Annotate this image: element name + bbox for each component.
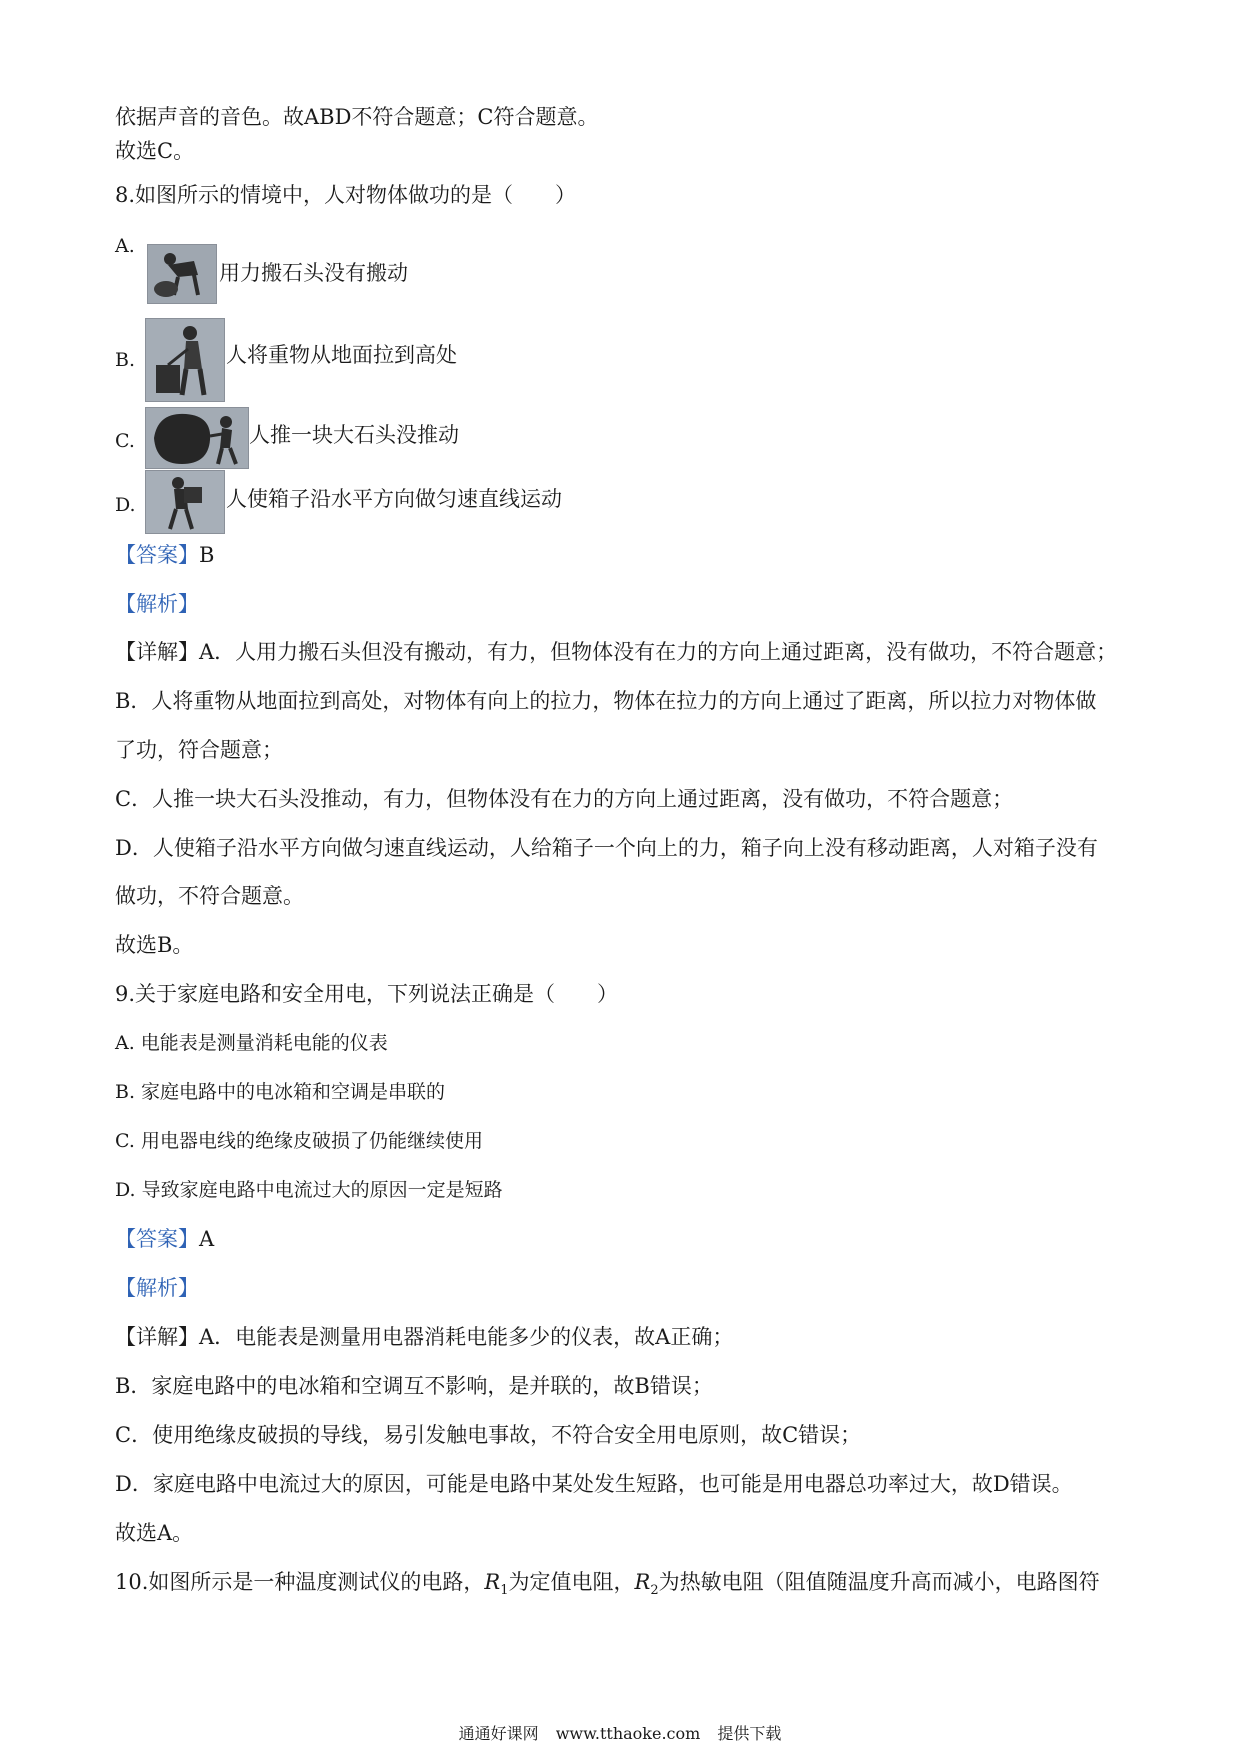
q8-detail-line-2: B．人将重物从地面拉到高处，对物体有向上的拉力，物体在拉力的方向上通过了距离，所以拉力对物体做 xyxy=(115,689,1097,713)
question-9-stem: 9.关于家庭电路和安全用电，下列说法正确是（ ） xyxy=(115,982,619,1006)
q10-text-c: 为热敏电阻（阻值随温度升高而减小，电路图符 xyxy=(658,1570,1100,1594)
answer-value: B xyxy=(199,543,215,567)
q9-option-c: C. 用电器电线的绝缘皮破损了仍能继续使用 xyxy=(115,1130,483,1152)
q8-option-b-text: 人将重物从地面拉到高处 xyxy=(226,343,457,367)
q9-option-a: A. 电能表是测量消耗电能的仪表 xyxy=(115,1032,388,1054)
question-8-stem: 8.如图所示的情境中，人对物体做功的是（ ） xyxy=(115,183,577,207)
q8-option-c-letter: C. xyxy=(115,430,135,452)
prev-choice-line: 故选C。 xyxy=(115,139,195,163)
q8-detail-line-6: 做功，不符合题意。 xyxy=(115,884,304,908)
q8-answer xyxy=(115,540,214,570)
q9-option-d: D. 导致家庭电路中电流过大的原因一定是短路 xyxy=(115,1179,503,1201)
q8-final-choice: 故选B。 xyxy=(115,933,194,957)
detail-tag: 【详解】 xyxy=(115,640,199,664)
detail-tag: 【详解】 xyxy=(115,1325,199,1349)
q8-option-c-text: 人推一块大石头没推动 xyxy=(249,423,459,447)
person-carrying-box-icon xyxy=(146,471,224,533)
q8-analysis-heading xyxy=(115,589,199,619)
answer-value: A xyxy=(199,1227,215,1251)
q9-option-b: B. 家庭电路中的电冰箱和空调是串联的 xyxy=(115,1081,446,1103)
q8-detail-line-3: 了功，符合题意； xyxy=(115,738,283,762)
person-pushing-rock-icon xyxy=(146,408,248,468)
footer-url[interactable]: www.tthaoke.com xyxy=(555,1724,701,1743)
q8-option-d-letter: D. xyxy=(115,494,136,516)
analysis-tag: 【解析】 xyxy=(115,592,199,616)
q8-detail-line-1 xyxy=(115,637,1117,667)
q9-detail-line-4: D．家庭电路中电流过大的原因，可能是电路中某处发生短路，也可能是用电器总功率过大，故D错误。 xyxy=(115,1472,1073,1496)
r2-subscript: 2 xyxy=(650,1583,659,1599)
q9-detail-line-3: C．使用绝缘皮破损的导线，易引发触电事故，不符合安全用电原则，故C错误； xyxy=(115,1423,862,1447)
q9-answer xyxy=(115,1224,214,1254)
q8-option-b-image xyxy=(145,318,225,402)
person-lifting-stone-icon xyxy=(148,245,216,303)
q8-detail-line-5: D．人使箱子沿水平方向做匀速直线运动，人给箱子一个向上的力，箱子向上没有移动距离，人对箱子没有 xyxy=(115,836,1098,860)
r1-subscript: 1 xyxy=(500,1583,509,1599)
footer-site-name: 通通好课网 xyxy=(458,1724,539,1743)
answer-tag: 【答案】 xyxy=(115,543,199,567)
q9-detail-line-1 xyxy=(115,1322,733,1352)
q8-detail-line-4: C．人推一块大石头没推动，有力，但物体没有在力的方向上通过距离，没有做功，不符合题意； xyxy=(115,787,1014,811)
q8-option-c-image xyxy=(145,407,249,469)
r1-symbol: R xyxy=(484,1570,501,1594)
answer-tag: 【答案】 xyxy=(115,1227,199,1251)
q9-analysis-heading xyxy=(115,1273,199,1303)
prev-explanation-line: 依据声音的音色。故ABD不符合题意；C符合题意。 xyxy=(115,105,599,129)
q9-detail-line-2: B．家庭电路中的电冰箱和空调互不影响，是并联的，故B错误； xyxy=(115,1374,713,1398)
q8-option-a-image xyxy=(147,244,217,304)
detail-text: A．人用力搬石头但没有搬动，有力，但物体没有在力的方向上通过距离，没有做功，不符合题意； xyxy=(199,640,1118,664)
detail-text: A．电能表是测量用电器消耗电能多少的仪表，故A正确； xyxy=(199,1325,734,1349)
q8-option-a-letter: A. xyxy=(115,235,135,257)
q8-option-a-text: 用力搬石头没有搬动 xyxy=(219,261,408,285)
person-pulling-weight-icon xyxy=(146,319,224,401)
q9-final-choice: 故选A。 xyxy=(115,1521,194,1545)
footer-download: 提供下载 xyxy=(717,1724,782,1743)
q8-option-d-text: 人使箱子沿水平方向做匀速直线运动 xyxy=(226,487,562,511)
question-10-stem xyxy=(115,1567,1100,1606)
page-footer xyxy=(0,1722,1240,1746)
q8-option-b-letter: B. xyxy=(115,349,136,371)
q8-option-d-image xyxy=(145,470,225,534)
q10-text-b: 为定值电阻， xyxy=(508,1570,635,1594)
analysis-tag: 【解析】 xyxy=(115,1276,199,1300)
q10-text-a: 10.如图所示是一种温度测试仪的电路， xyxy=(115,1570,485,1594)
r2-symbol: R xyxy=(634,1570,651,1594)
